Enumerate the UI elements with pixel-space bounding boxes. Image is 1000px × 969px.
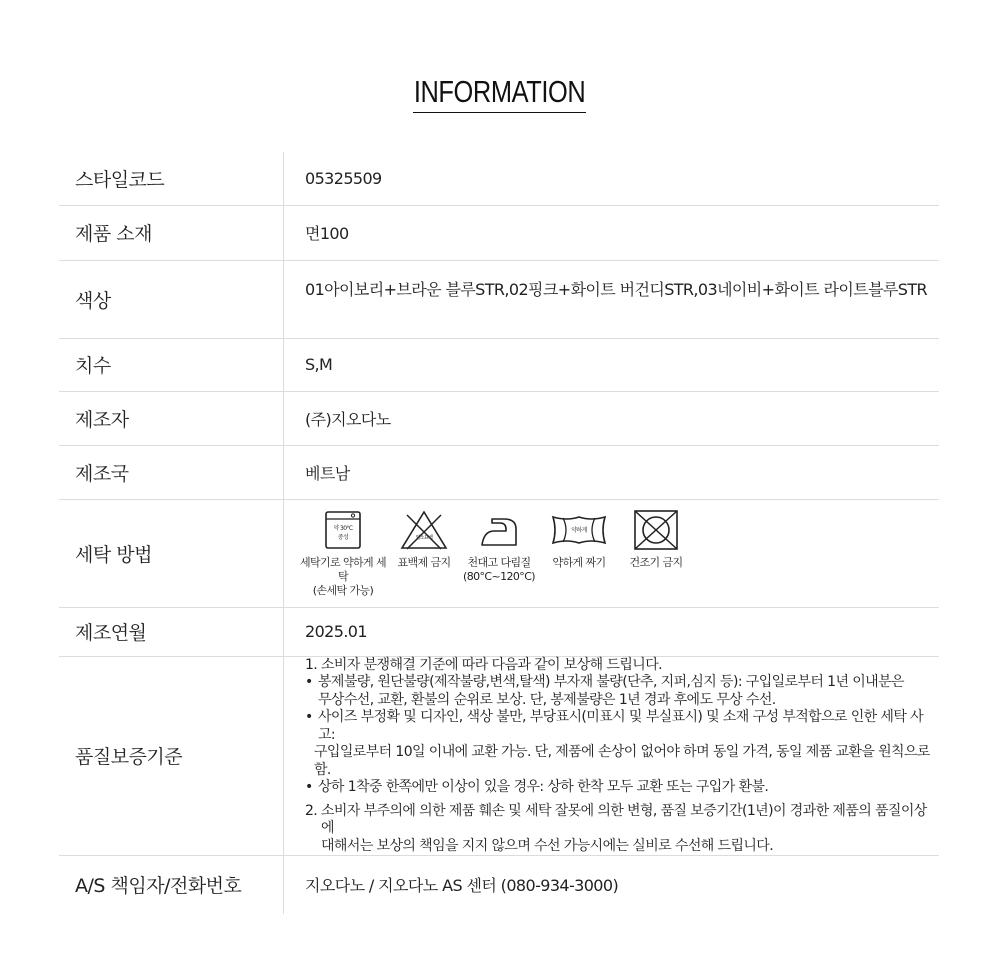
label-country: 제조국	[59, 445, 284, 499]
value-quality	[284, 656, 940, 856]
quality-item-1-text: 소비자 분쟁해결 기준에 따라 다음과 같이 보상해 드립니다.	[321, 656, 662, 673]
bullet-1-line-2: 무상수선, 교환, 환불의 순위로 보상. 단, 봉제불량은 1년 경과 후에도 무상 수선.	[318, 691, 776, 708]
quality-item-1	[305, 657, 939, 675]
row-style-code	[59, 152, 939, 205]
wash-temp-text: 약 30°C	[333, 524, 353, 532]
no-tumble-dry-icon	[633, 509, 679, 551]
care-item-iron	[457, 509, 541, 584]
wash-caption-line1: 세탁기로 약하게 세탁	[299, 555, 386, 583]
value-maker: (주)지오다노	[284, 391, 940, 445]
bullet-2-line-2: 구입일로부터 10일 이내에 교환 가능. 단, 제품에 손상이 없어야 하며 동일 가격, 동일 제품 교환을 원칙으로 함.	[314, 744, 930, 778]
bleach-caption: 표백제 금지	[397, 555, 451, 569]
care-item-dry	[617, 509, 695, 570]
care-item-bleach	[391, 509, 457, 570]
care-item-wring	[541, 509, 617, 570]
bullet-mark: •	[305, 709, 313, 725]
label-washing: 세탁 방법	[59, 499, 284, 607]
title-wrap	[0, 74, 1000, 113]
iron-caption	[463, 556, 535, 584]
bullet-3-line-1: 상하 1착중 한쪽에만 이상이 있을 경우: 상하 한착 모두 교환 또는 구입가 환불.	[318, 779, 769, 795]
value-style-code: 05325509	[284, 152, 940, 205]
label-color: 색상	[59, 260, 284, 338]
row-maker	[59, 391, 939, 445]
quality-item-1-num: 1.	[305, 656, 318, 673]
wash-caption-line2: (손세탁 가능)	[312, 583, 374, 597]
value-size: S,M	[284, 338, 940, 391]
value-date: 2025.01	[284, 607, 940, 656]
iron-low-icon	[476, 509, 522, 551]
bullet-2-line-1: 사이즈 부정확 및 디자인, 색상 불만, 부당표시(미표시 및 부실표시) 및 소재 구성 부적합으로 인한 세탁 사고:	[318, 709, 924, 743]
wash-30c-icon	[323, 509, 363, 551]
quality-item-2-num: 2.	[305, 802, 318, 819]
wring-caption: 약하게 짜기	[552, 555, 606, 569]
row-country	[59, 445, 939, 499]
item-2-line-2: 대해서는 보상의 책임을 지지 않으며 수선 가능시에는 실비로 수선해 드립니다.	[321, 837, 774, 854]
label-quality: 품질보증기준	[59, 656, 284, 856]
no-bleach-icon	[398, 509, 450, 551]
quality-text	[305, 657, 939, 856]
quality-bullet-1	[305, 674, 939, 709]
value-as: 지오다노 / 지오다노 AS 센터 (080-934-3000)	[305, 876, 619, 896]
wash-caption	[295, 556, 391, 598]
wash-detergent-text: 중성	[337, 533, 349, 541]
row-color	[59, 260, 939, 338]
product-info-table	[59, 152, 939, 914]
quality-bullet-2	[305, 709, 939, 779]
value-material: 면100	[284, 205, 940, 260]
label-maker: 제조자	[59, 391, 284, 445]
row-material	[59, 205, 939, 260]
iron-caption-line2: (80°C~120°C)	[463, 569, 535, 583]
row-washing	[59, 499, 939, 607]
care-icons	[295, 509, 939, 598]
bullet-mark: •	[305, 674, 313, 690]
row-quality	[59, 656, 939, 856]
value-color: 01아이보리+브라운 블루STR,02핑크+화이트 버건디STR,03네이비+화이트 라이트블루STR	[284, 260, 940, 338]
label-material: 제품 소재	[59, 205, 284, 260]
row-as	[59, 856, 939, 914]
care-item-wash	[295, 509, 391, 598]
label-as: A/S 책임자/전화번호	[59, 856, 284, 914]
row-size	[59, 338, 939, 391]
label-style-code: 스타일코드	[59, 152, 284, 205]
quality-bullet-3	[305, 779, 939, 797]
wring-gently-icon	[549, 509, 609, 551]
bleach-tri-text: 염소표백	[415, 534, 433, 541]
item-2-line-1: 소비자 부주의에 의한 제품 훼손 및 세탁 잘못에 의한 변형, 품질 보증기간(1년)이 경과한 제품의 품질이상에	[321, 802, 927, 836]
label-date: 제조연월	[59, 607, 284, 656]
dry-caption: 건조기 금지	[629, 555, 683, 569]
quality-item-2	[305, 803, 939, 856]
iron-caption-line1: 천대고 다림질	[467, 555, 531, 569]
value-country: 베트남	[284, 445, 940, 499]
page-title: INFORMATION	[413, 74, 586, 113]
label-size: 치수	[59, 338, 284, 391]
wring-inner-text: 약하게	[571, 526, 587, 534]
bullet-mark: •	[305, 779, 313, 795]
row-date	[59, 607, 939, 656]
bullet-1-line-1: 봉제불량, 원단불량(제작불량,변색,탈색) 부자재 불량(단추, 지퍼,심지 등): 구입일로부터 1년 이내분은	[318, 674, 904, 690]
value-washing	[284, 499, 940, 607]
